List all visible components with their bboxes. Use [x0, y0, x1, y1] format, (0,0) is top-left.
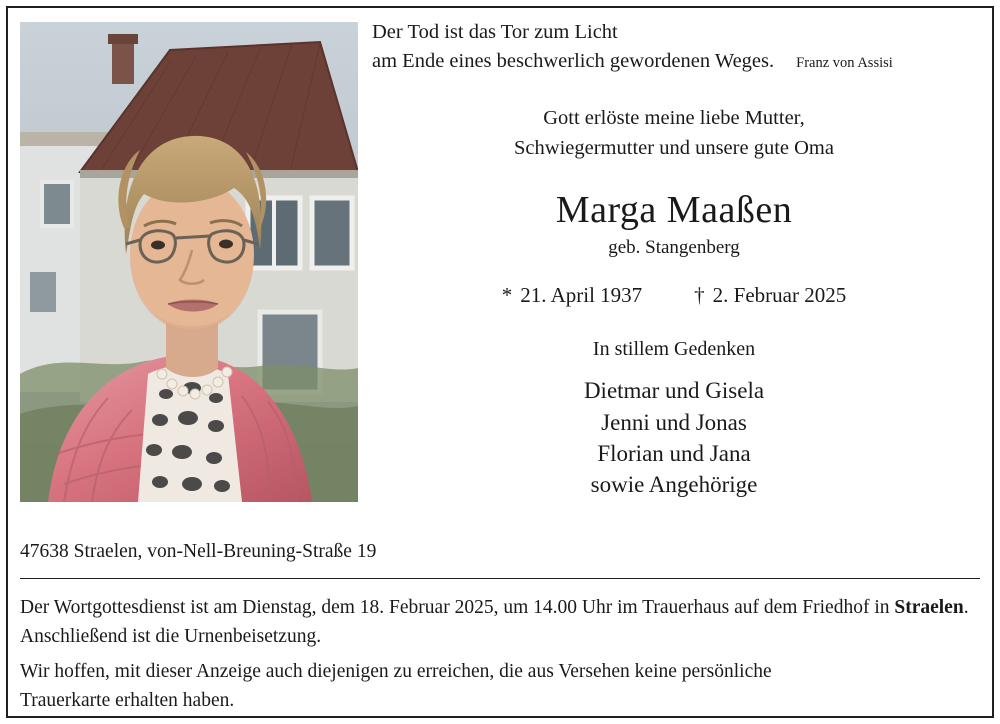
verse-block: [368, 18, 980, 76]
text-column: [368, 18, 980, 501]
memorial-line: In stillem Gedenken: [592, 338, 756, 361]
verse-line-1: Der Tod ist das Tor zum Licht: [372, 21, 618, 43]
service-place: Straelen: [894, 597, 964, 618]
verse-line-2: am Ende eines beschwerlich gewordenen Weges. Franz von Assisi: [372, 50, 893, 73]
birth-star-icon: *: [501, 283, 513, 308]
list-item: Jenni und Jonas: [601, 409, 747, 435]
list-item: Dietmar und Gisela: [583, 378, 765, 404]
birth-date: * 21. April 1937: [501, 283, 643, 308]
list-item: Florian und Jana: [597, 440, 751, 466]
address-line: 47638 Straelen, von-Nell-Breuning-Straße 19: [20, 541, 377, 562]
survivors-list: [368, 375, 980, 500]
intro-block: [368, 104, 980, 163]
service-text: Der Wortgottesdienst ist am Dienstag, dem 18. Februar 2025, um 14.00 Uhr im Trauerhaus auf dem Friedhof in Straelen. Anschließend ist die Urnenbeisetzung.: [20, 597, 969, 648]
list-item: sowie Angehörige: [590, 472, 758, 498]
life-dates: [368, 283, 980, 308]
deceased-name: Marga Maaßen: [555, 188, 793, 231]
service-details: [20, 593, 980, 715]
service-note-line-2: Trauerkarte erhalten haben.: [20, 689, 235, 711]
intro-line-2: Schwiegermutter und unsere gute Oma: [514, 136, 834, 159]
death-date: † 2. Februar 2025: [694, 283, 847, 308]
notice-content: [20, 18, 980, 711]
divider: [20, 578, 980, 579]
intro-line-1: Gott erlöste meine liebe Mutter,: [543, 107, 805, 130]
verse-attribution: Franz von Assisi: [796, 55, 893, 72]
service-note: [20, 657, 980, 716]
maiden-name: geb. Stangenberg: [608, 237, 740, 259]
service-note-line-1: Wir hoffen, mit dieser Anzeige auch diejenigen zu erreichen, die aus Versehen keine persönliche: [20, 660, 772, 682]
death-cross-icon: †: [694, 283, 705, 308]
portrait-photo: [20, 22, 358, 502]
